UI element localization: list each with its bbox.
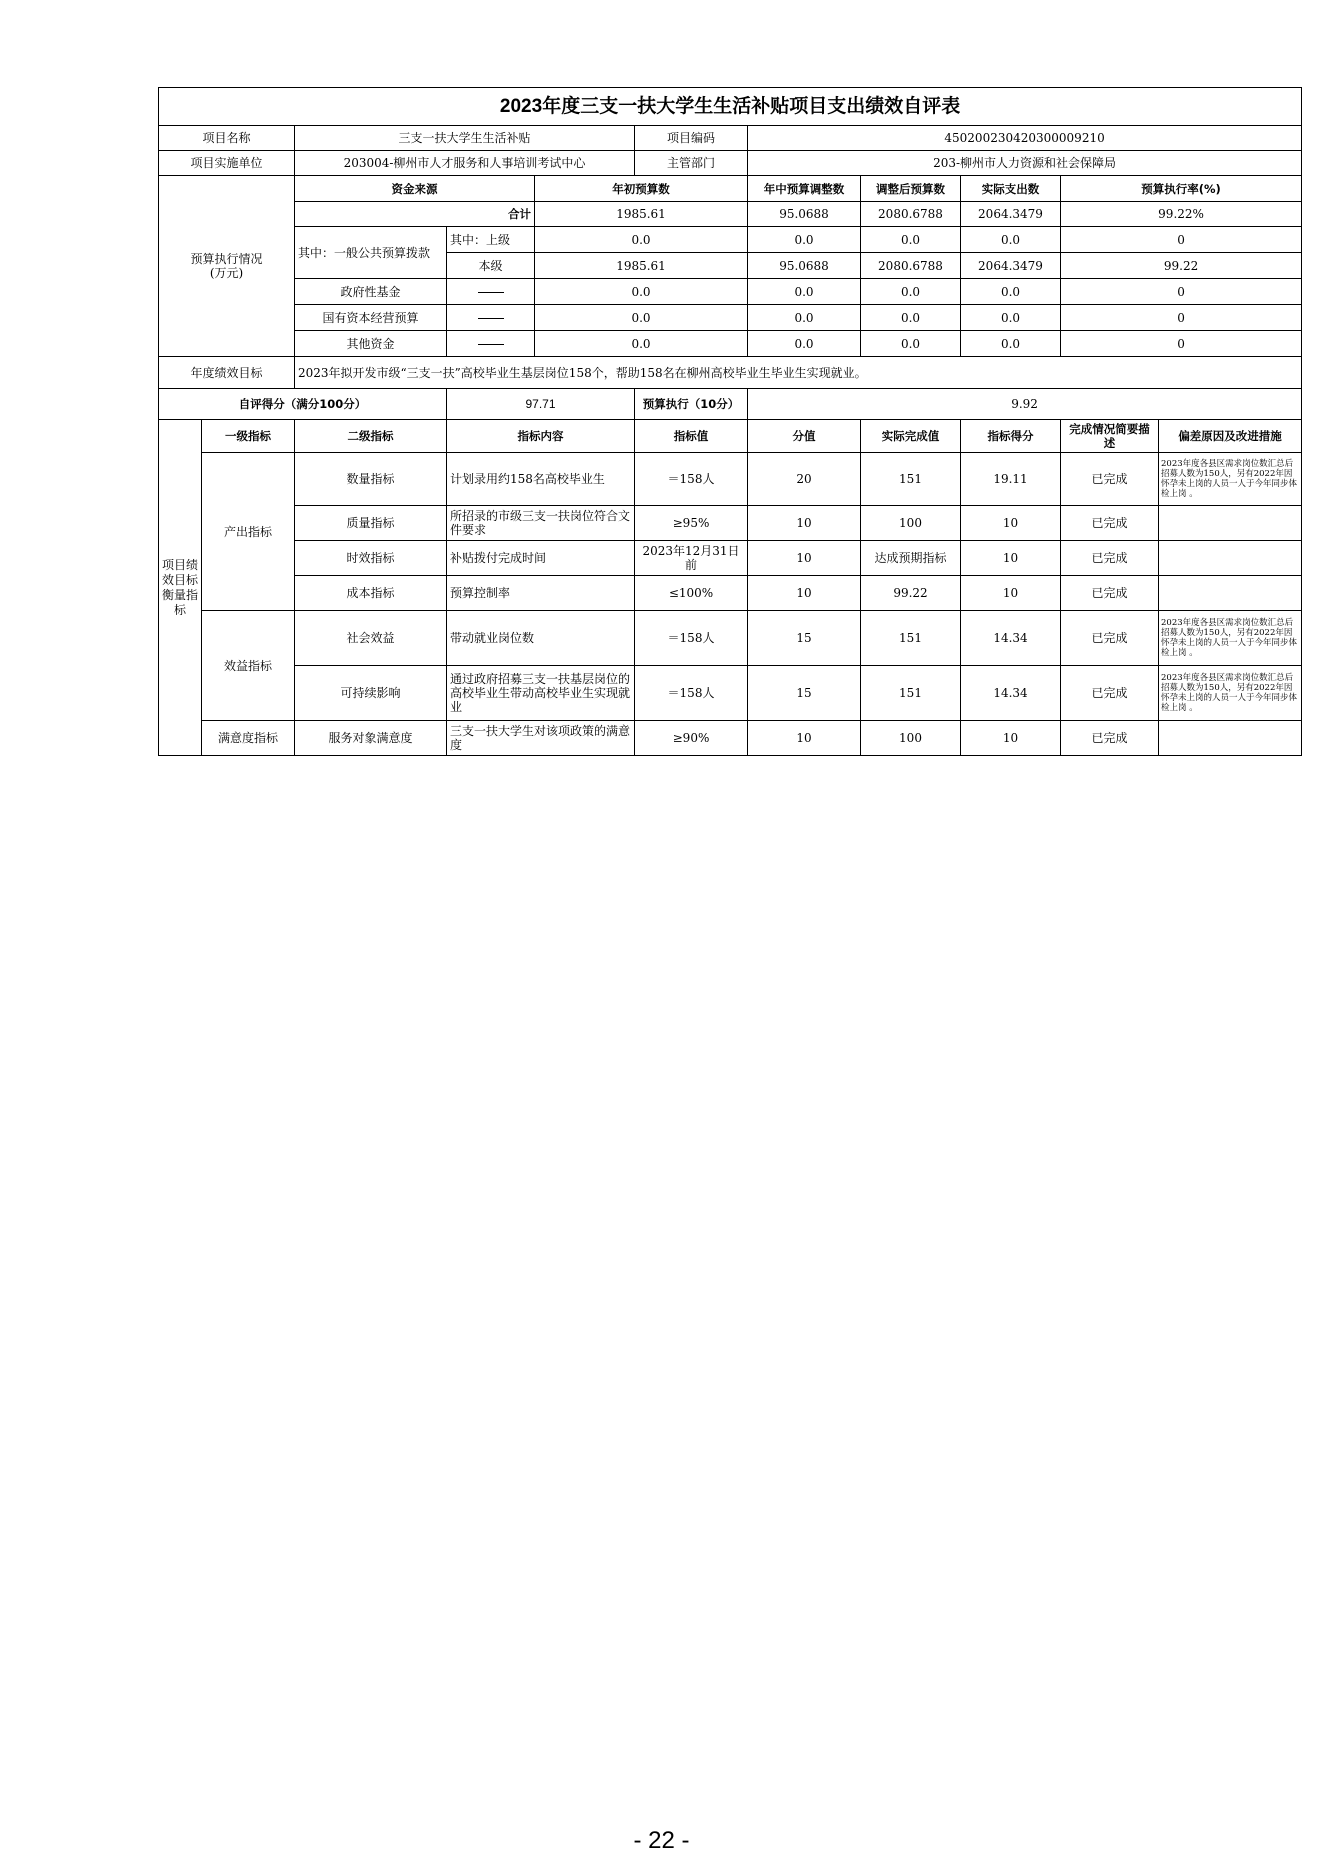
ind-header-level1: 一级指标 <box>202 420 295 453</box>
row-content: 所招录的市级三支一扶岗位符合文件要求 <box>447 506 635 541</box>
row-reason <box>1159 576 1302 611</box>
budget-state-dash <box>447 305 535 331</box>
goal-label: 年度绩效目标 <box>159 357 295 389</box>
row-actual: 99.22 <box>861 576 961 611</box>
budget-general-label: 其中：一般公共预算拨款 <box>295 227 447 279</box>
row-name: 成本指标 <box>295 576 447 611</box>
budget-upper-adjust: 0.0 <box>748 227 861 253</box>
budget-header-initial: 年初预算数 <box>535 176 748 202</box>
budget-local-initial: 1985.61 <box>535 253 748 279</box>
budget-fund-rate: 0 <box>1061 279 1302 305</box>
budget-header-source: 资金来源 <box>295 176 535 202</box>
row-status: 已完成 <box>1061 453 1159 506</box>
budget-upper-adjusted: 0.0 <box>861 227 961 253</box>
row-name: 服务对象满意度 <box>295 721 447 756</box>
row-reason: 2023年度各县区需求岗位数汇总后招募人数为150人，另有2022年因怀孕未上岗的人员一人于今年同步体检上岗 。 <box>1159 666 1302 721</box>
budget-section-label <box>159 176 295 357</box>
budget-header-actual: 实际支出数 <box>961 176 1061 202</box>
row-content: 三支一扶大学生对该项政策的满意度 <box>447 721 635 756</box>
budget-local-actual: 2064.3479 <box>961 253 1061 279</box>
budget-other-dash <box>447 331 535 357</box>
budget-fund-actual: 0.0 <box>961 279 1061 305</box>
ind-header-score: 指标得分 <box>961 420 1061 453</box>
row-status: 已完成 <box>1061 541 1159 576</box>
row-target: ＝158人 <box>635 666 748 721</box>
row-reason: 2023年度各县区需求岗位数汇总后招募人数为150人，另有2022年因怀孕未上岗的人员一人于今年同步体检上岗 。 <box>1159 611 1302 666</box>
row-score: 14.34 <box>961 666 1061 721</box>
dept-label: 主管部门 <box>635 151 748 176</box>
score-value: 97.71 <box>447 389 635 420</box>
budget-fund-dash <box>447 279 535 305</box>
group-satisfaction-label: 满意度指标 <box>202 721 295 756</box>
row-score: 19.11 <box>961 453 1061 506</box>
project-code-label: 项目编码 <box>635 126 748 151</box>
budget-total-label: 合计 <box>295 202 535 227</box>
ind-header-reason: 偏差原因及改进措施 <box>1159 420 1302 453</box>
row-score: 10 <box>961 541 1061 576</box>
row-reason <box>1159 721 1302 756</box>
budget-other-adjusted: 0.0 <box>861 331 961 357</box>
budget-fund-adjust: 0.0 <box>748 279 861 305</box>
budget-header-rate: 预算执行率(%) <box>1061 176 1302 202</box>
evaluation-table <box>158 87 1302 756</box>
budget-local-label: 本级 <box>447 253 535 279</box>
row-actual: 100 <box>861 506 961 541</box>
row-score: 14.34 <box>961 611 1061 666</box>
row-name: 质量指标 <box>295 506 447 541</box>
row-actual: 151 <box>861 666 961 721</box>
row-actual: 151 <box>861 453 961 506</box>
ind-header-status: 完成情况简要描述 <box>1061 420 1159 453</box>
ind-header-actual: 实际完成值 <box>861 420 961 453</box>
row-status: 已完成 <box>1061 506 1159 541</box>
performance-evaluation-sheet <box>158 87 1298 756</box>
row-weight: 10 <box>748 721 861 756</box>
budget-total-adjust: 95.0688 <box>748 202 861 227</box>
row-status: 已完成 <box>1061 721 1159 756</box>
row-weight: 15 <box>748 611 861 666</box>
budget-upper-rate: 0 <box>1061 227 1302 253</box>
unit-value: 203004-柳州市人才服务和人事培训考试中心 <box>295 151 635 176</box>
budget-fund-initial: 0.0 <box>535 279 748 305</box>
budget-total-actual: 2064.3479 <box>961 202 1061 227</box>
row-target: ≥95% <box>635 506 748 541</box>
row-reason <box>1159 506 1302 541</box>
dept-value: 203-柳州市人力资源和社会保障局 <box>748 151 1302 176</box>
budget-total-rate: 99.22% <box>1061 202 1302 227</box>
row-target: ≥90% <box>635 721 748 756</box>
project-name-label: 项目名称 <box>159 126 295 151</box>
budget-header-adjust: 年中预算调整数 <box>748 176 861 202</box>
row-score: 10 <box>961 506 1061 541</box>
dash-mark <box>478 292 504 293</box>
budget-other-label: 其他资金 <box>295 331 447 357</box>
exec-value: 9.92 <box>748 389 1302 420</box>
budget-local-adjusted: 2080.6788 <box>861 253 961 279</box>
budget-fund-adjusted: 0.0 <box>861 279 961 305</box>
row-score: 10 <box>961 721 1061 756</box>
row-weight: 15 <box>748 666 861 721</box>
ind-header-content: 指标内容 <box>447 420 635 453</box>
budget-upper-initial: 0.0 <box>535 227 748 253</box>
page-number: - 22 - <box>633 1827 690 1854</box>
row-target: 2023年12月31日前 <box>635 541 748 576</box>
row-reason <box>1159 541 1302 576</box>
row-status: 已完成 <box>1061 576 1159 611</box>
row-weight: 10 <box>748 506 861 541</box>
row-status: 已完成 <box>1061 666 1159 721</box>
goal-text: 2023年拟开发市级“三支一扶”高校毕业生基层岗位158个，帮助158名在柳州高校毕业生毕业生实现就业。 <box>295 357 1302 389</box>
row-target: ＝158人 <box>635 453 748 506</box>
indicator-side-label: 项目绩效目标衡量指标 <box>159 420 202 756</box>
budget-state-adjust: 0.0 <box>748 305 861 331</box>
row-content: 带动就业岗位数 <box>447 611 635 666</box>
budget-other-initial: 0.0 <box>535 331 748 357</box>
row-content: 补贴拨付完成时间 <box>447 541 635 576</box>
row-score: 10 <box>961 576 1061 611</box>
budget-state-rate: 0 <box>1061 305 1302 331</box>
budget-upper-label: 其中：上级 <box>447 227 535 253</box>
budget-label-line1: 预算执行情况 <box>190 252 263 266</box>
row-target: ≤100% <box>635 576 748 611</box>
row-content: 通过政府招募三支一扶基层岗位的高校毕业生带动高校毕业生实现就业 <box>447 666 635 721</box>
row-name: 社会效益 <box>295 611 447 666</box>
row-name: 时效指标 <box>295 541 447 576</box>
budget-fund-label: 政府性基金 <box>295 279 447 305</box>
row-name: 数量指标 <box>295 453 447 506</box>
row-content: 计划录用约158名高校毕业生 <box>447 453 635 506</box>
budget-local-rate: 99.22 <box>1061 253 1302 279</box>
row-weight: 10 <box>748 576 861 611</box>
row-target: ＝158人 <box>635 611 748 666</box>
row-actual: 达成预期指标 <box>861 541 961 576</box>
budget-total-adjusted: 2080.6788 <box>861 202 961 227</box>
budget-state-initial: 0.0 <box>535 305 748 331</box>
budget-label-line2: (万元) <box>209 266 244 280</box>
group-benefit-label: 效益指标 <box>202 611 295 721</box>
row-weight: 10 <box>748 541 861 576</box>
row-content: 预算控制率 <box>447 576 635 611</box>
project-name: 三支一扶大学生生活补贴 <box>295 126 635 151</box>
row-name: 可持续影响 <box>295 666 447 721</box>
project-code: 450200230420300009210 <box>748 126 1302 151</box>
budget-local-adjust: 95.0688 <box>748 253 861 279</box>
ind-header-target: 指标值 <box>635 420 748 453</box>
unit-label: 项目实施单位 <box>159 151 295 176</box>
budget-state-adjusted: 0.0 <box>861 305 961 331</box>
budget-state-actual: 0.0 <box>961 305 1061 331</box>
score-label: 自评得分（满分100分） <box>159 389 447 420</box>
ind-header-weight: 分值 <box>748 420 861 453</box>
group-output-label: 产出指标 <box>202 453 295 611</box>
row-weight: 20 <box>748 453 861 506</box>
dash-mark <box>478 318 504 319</box>
row-actual: 100 <box>861 721 961 756</box>
ind-header-level2: 二级指标 <box>295 420 447 453</box>
row-status: 已完成 <box>1061 611 1159 666</box>
budget-other-rate: 0 <box>1061 331 1302 357</box>
exec-label: 预算执行（10分） <box>635 389 748 420</box>
budget-header-adjusted: 调整后预算数 <box>861 176 961 202</box>
budget-other-adjust: 0.0 <box>748 331 861 357</box>
dash-mark <box>478 344 504 345</box>
budget-state-label: 国有资本经营预算 <box>295 305 447 331</box>
row-reason: 2023年度各县区需求岗位数汇总后招募人数为150人，另有2022年因怀孕未上岗的人员一人于今年同步体检上岗 。 <box>1159 453 1302 506</box>
budget-other-actual: 0.0 <box>961 331 1061 357</box>
table-title: 2023年度三支一扶大学生生活补贴项目支出绩效自评表 <box>159 88 1302 126</box>
row-actual: 151 <box>861 611 961 666</box>
budget-upper-actual: 0.0 <box>961 227 1061 253</box>
budget-total-initial: 1985.61 <box>535 202 748 227</box>
